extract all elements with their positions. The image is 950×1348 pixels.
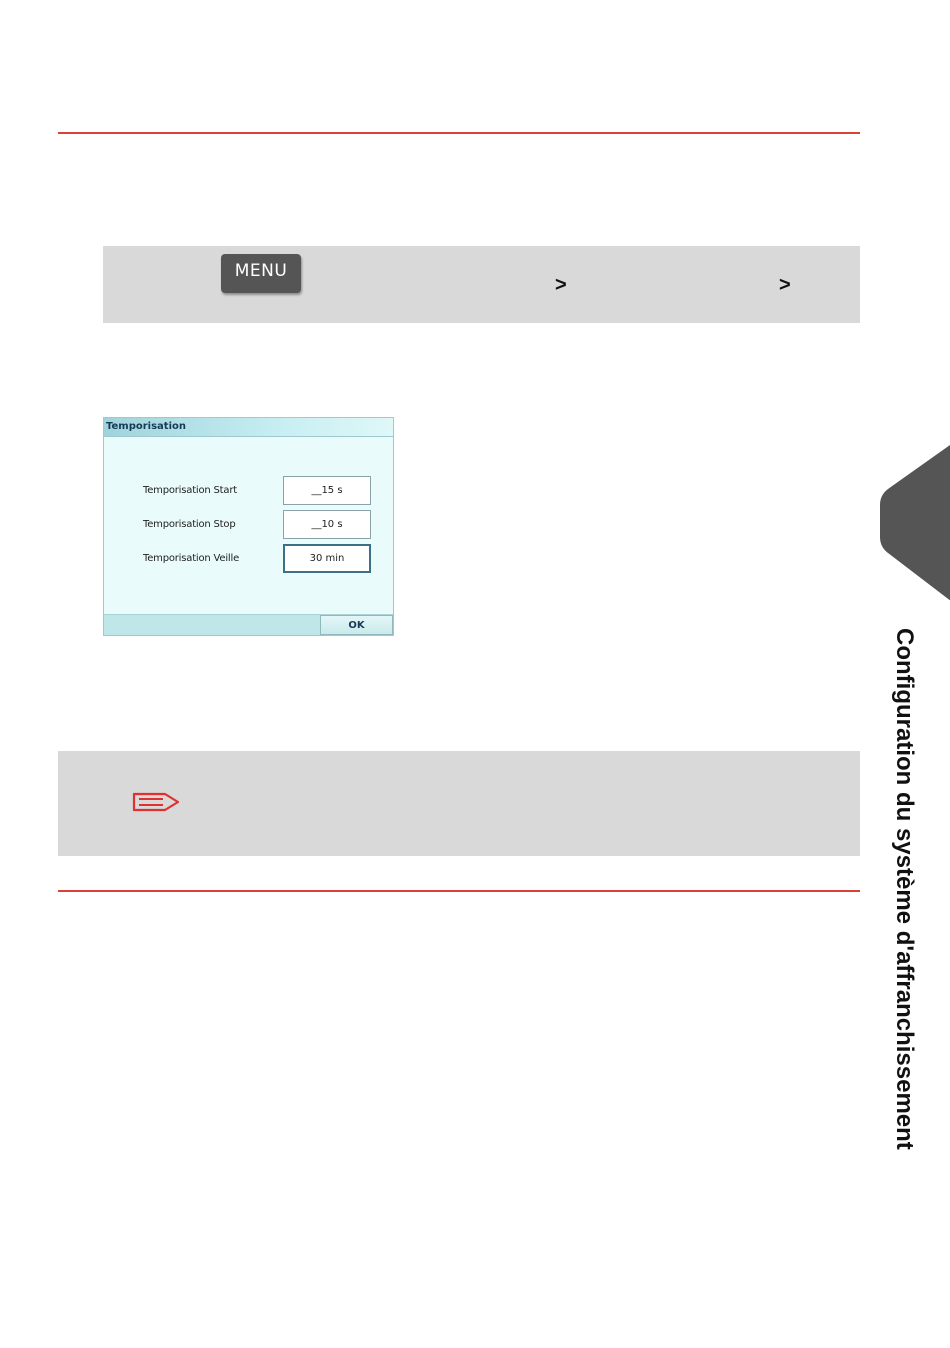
temporisation-dialog (103, 417, 394, 636)
header-rule (58, 132, 860, 134)
note-pencil-icon (131, 791, 181, 813)
path-separator-1: > (555, 274, 567, 296)
dialog-title: Temporisation (104, 418, 393, 437)
veille-field[interactable]: 30 min (283, 544, 371, 573)
ok-button[interactable]: OK (320, 615, 393, 635)
stop-field[interactable]: __10 s (283, 510, 371, 539)
start-label: Temporisation Start (143, 485, 237, 496)
section-title: Configuration du système d'affranchissement (891, 628, 918, 1150)
note-box (58, 751, 860, 856)
veille-label: Temporisation Veille (143, 553, 240, 564)
path-separator-2: > (779, 274, 791, 296)
chapter-tab (880, 445, 950, 608)
stop-label: Temporisation Stop (143, 519, 236, 530)
menu-button[interactable]: MENU (221, 254, 301, 293)
menu-path-box (103, 246, 860, 323)
footer-rule (58, 890, 860, 892)
start-field[interactable]: __15 s (283, 476, 371, 505)
